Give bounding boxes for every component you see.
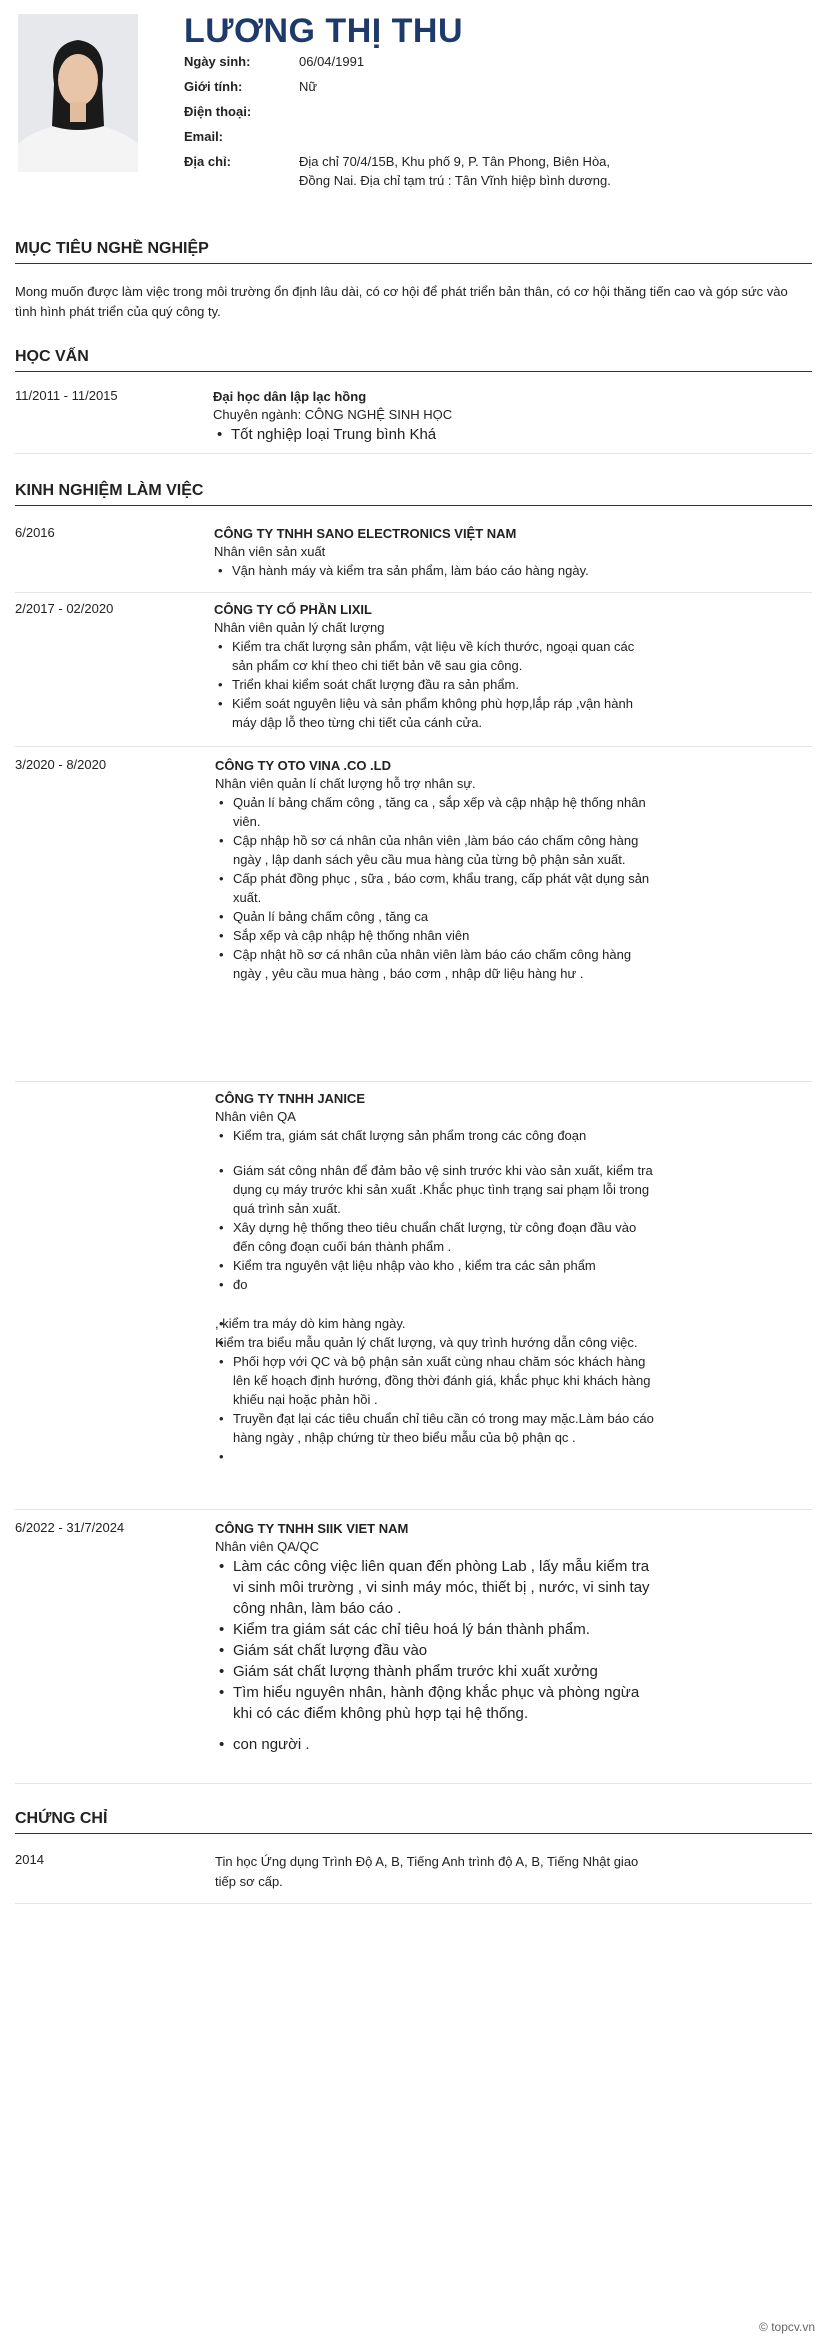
education-items [213,424,653,445]
major: Chuyên ngành: CÔNG NGHỆ SINH HỌC [213,407,453,422]
duty-list [214,637,654,732]
info-value: Địa chỉ 70/4/15B, Khu phố 9, P. Tân Phong, Biên Hòa, Đồng Nai. Địa chỉ tạm trú : Tân Vĩnh hiệp bình dương. [299,154,611,188]
experience-entry [15,1090,812,1510]
job-role: Nhân viên QA/QC [215,1539,320,1554]
section-objective [15,240,812,264]
info-label: Giới tính: [184,79,243,94]
entry-body [214,601,654,732]
list-item: • Kiểm tra, giám sát chất lượng sản phẩm trong các công đoạn [215,1126,660,1145]
info-label: Email: [184,129,224,144]
list-item: • Cấp phát đồng phục , sữa , báo cơm, khẩu trang, cấp phát vật dụng sản xuất. [215,869,655,907]
footer-brand[interactable]: © topcv.vn [759,2320,815,2334]
entry-body [214,525,654,580]
list-item: • Cập nhật hồ sơ cá nhân của nhân viên làm báo cáo chấm công hàng ngày , yêu cầu mua hàng , báo cơm , nhập dữ liệu hàng hư . [215,945,655,983]
duty-list [215,1556,655,1755]
list-item: • Triển khai kiểm soát chất lượng đầu ra sản phẩm. [214,675,654,694]
entry-date: 6/2016 [15,525,55,540]
company-name: CÔNG TY OTO VINA .CO .LD [215,758,391,773]
list-item: • Phối hợp với QC và bộ phận sản xuất cùng nhau chăm sóc khách hàng lên kế hoạch định hướng, đồng thời đánh giá, khắc phục khi khách hàng khiếu nại hoặc phản hồi . [215,1352,660,1409]
info-label: Địa chỉ: [184,154,231,169]
duty-list [215,1126,660,1447]
job-role: Nhân viên QA [215,1109,296,1124]
info-row-phone [184,102,624,121]
company-name: CÔNG TY TNHH JANICE [215,1091,365,1106]
info-value [299,127,624,146]
education-entry [15,388,812,454]
certificate-entry [15,1852,812,1904]
objective-text: Mong muốn được làm việc trong môi trường ổn định lâu dài, có cơ hội để phát triển bản thân, có cơ hội thăng tiến cao và góp sức vào tình hình phát triển của quý công ty. [15,284,788,319]
entry-date: 2014 [15,1852,44,1867]
candidate-name: LƯƠNG THỊ THU [184,12,464,50]
personal-info [184,52,624,196]
info-row-gender [184,77,624,96]
profile-header [18,12,808,188]
section-title: MỤC TIÊU NGHỀ NGHIỆP [15,240,812,264]
list-item: • Giám sát công nhân để đảm bảo vệ sinh trước khi vào sản xuất, kiểm tra dụng cụ máy trước khi sản xuất .Khắc phục tình trạng sai phạm lỗi trong quá trình sản xuất. [215,1161,660,1218]
list-item: • Cập nhập hồ sơ cá nhân của nhân viên ,làm báo cáo chấm công hàng ngày , lập danh sách yêu cầu mua hàng của từng bộ phận sản xuất. [215,831,655,869]
company-name: CÔNG TY TNHH SIIK VIET NAM [215,1521,409,1536]
section-certificates [15,1810,812,1834]
list-item: • Kiểm tra nguyên vật liệu nhập vào kho , kiểm tra các sản phẩm [215,1256,660,1275]
company-name: CÔNG TY CỔ PHẦN LIXIL [214,602,372,617]
list-item: • Truyền đạt lại các tiêu chuẩn chỉ tiêu cần có trong may mặc.Làm báo cáo hàng ngày , nhập chứng từ theo biểu mẫu của bộ phận qc . [215,1409,660,1447]
info-row-address [184,152,624,190]
job-role: Nhân viên quản lí chất lượng hỗ trợ nhân sự. [215,776,476,791]
list-item: • Kiểm soát nguyên liệu và sản phẩm không phù hợp,lắp ráp ,vận hành máy dập lỗ theo từng chi tiết của cánh cửa. [214,694,654,732]
list-item: • đo [215,1275,660,1294]
entry-date: 2/2017 - 02/2020 [15,601,114,616]
entry-body [215,757,655,983]
section-title: KINH NGHIỆM LÀM VIỆC [15,482,812,506]
entry-body [215,1520,655,1755]
info-value [299,102,624,121]
entry-body [215,1852,655,1892]
job-role: Nhân viên quản lý chất lượng [214,620,385,635]
list-item: • Tốt nghiệp loại Trung bình Khá [213,424,653,445]
info-row-email [184,127,624,146]
entry-body [213,388,653,445]
list-item: • Tìm hiểu nguyên nhân, hành động khắc phục và phòng ngừa khi có các điểm không phù hợp tại hệ thống. [215,1682,655,1724]
info-value: Nữ [299,79,318,94]
list-item: • Quản lí bảng chấm công , tăng ca , sắp xếp và cập nhập hệ thống nhân viên. [215,793,655,831]
list-item: • Giám sát chất lượng đầu vào [215,1640,655,1661]
list-item: • Xây dựng hệ thống theo tiêu chuẩn chất lượng, từ công đoạn đầu vào đến công đoạn cuối bán thành phẩm . [215,1218,660,1256]
list-item: • Giám sát chất lượng thành phẩm trước khi xuất xưởng [215,1661,655,1682]
list-item: • , kiểm tra máy dò kim hàng ngày. [215,1314,660,1333]
info-row-birthdate [184,52,624,71]
experience-entry [15,757,812,1082]
info-label: Điện thoại: [184,104,252,119]
company-name: CÔNG TY TNHH SANO ELECTRONICS VIỆT NAM [214,526,517,541]
list-item: • Quản lí bảng chấm công , tăng ca [215,907,655,926]
list-item: • Vận hành máy và kiểm tra sản phẩm, làm báo cáo hàng ngày. [214,561,654,580]
entry-body [215,1090,660,1447]
entry-date: 11/2011 - 11/2015 [15,388,118,403]
list-item: • Làm các công việc liên quan đến phòng Lab , lấy mẫu kiểm tra vi sinh môi trường , vi sinh máy móc, thiết bị , nước, vi sinh tay công nhân, làm báo cáo . [215,1556,655,1619]
info-label: Ngày sinh: [184,54,251,69]
experience-entry [15,525,812,593]
list-item: • Kiểm tra chất lượng sản phẩm, vật liệu về kích thước, ngoại quan các sản phẩm cơ khí theo chi tiết bản vẽ sau gia công. [214,637,654,675]
list-item: • Kiểm tra biểu mẫu quản lý chất lượng, và quy trình hướng dẫn công việc. [215,1333,660,1352]
school-name: Đại học dân lập lạc hồng [213,389,367,404]
entry-date: 3/2020 - 8/2020 [15,757,107,772]
list-item: • con người . [215,1734,655,1755]
duty-list [215,793,655,983]
section-education [15,348,812,372]
section-experience [15,482,812,506]
section-title: CHỨNG CHỈ [15,1810,812,1834]
section-title: HỌC VẤN [15,348,812,372]
list-item: • Sắp xếp và cập nhập hệ thống nhân viên [215,926,655,945]
list-item: • Kiểm tra giám sát các chỉ tiêu hoá lý bán thành phẩm. [215,1619,655,1640]
avatar [18,14,138,172]
entry-date: 6/2022 - 31/7/2024 [15,1520,125,1535]
experience-entry [15,1520,812,1784]
experience-entry [15,601,812,747]
duty-list [214,561,654,580]
job-role: Nhân viên sản xuất [214,544,326,559]
info-value: 06/04/1991 [299,54,365,69]
certificate-text: Tin học Ứng dụng Trình Độ A, B, Tiếng Anh trình độ A, B, Tiếng Nhật giao tiếp sơ cấp. [215,1854,639,1889]
